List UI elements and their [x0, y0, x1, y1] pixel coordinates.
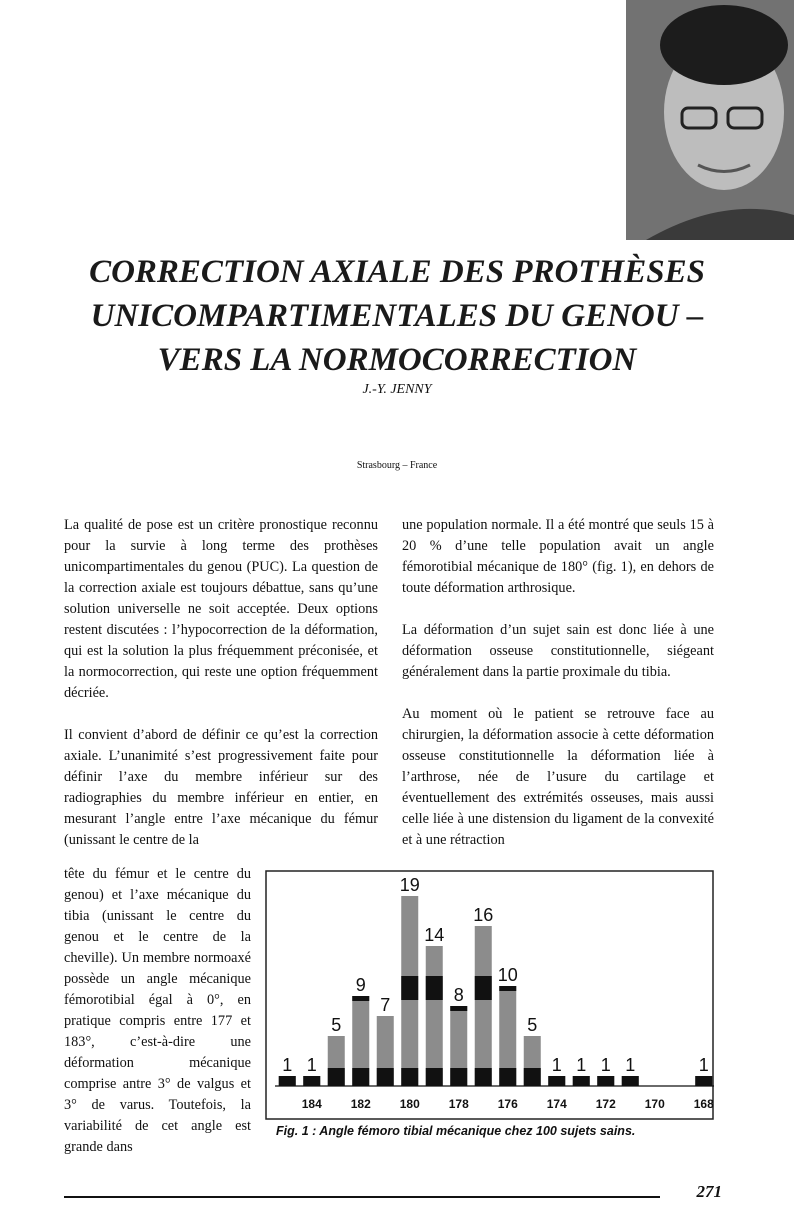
right-column — [402, 515, 714, 872]
x-tick-label: 180 — [399, 1097, 420, 1111]
bar-dark-band — [426, 976, 443, 1000]
bar-dark-band — [597, 1076, 614, 1086]
bar-value-label: 9 — [355, 975, 366, 995]
bar-value-label: 5 — [527, 1015, 538, 1035]
bar-dark-band — [499, 986, 516, 991]
bar-dark-band — [352, 996, 369, 1001]
bar-value-label: 1 — [698, 1055, 709, 1075]
bar-dark-band — [426, 1068, 443, 1086]
bar-value-label: 1 — [551, 1055, 562, 1075]
bar-dark-band — [524, 1068, 541, 1086]
paragraph: La qualité de pose est un critère pronostique reconnu pour la survie à long terme des prothèses unicompartimentales du genou (PUC). La question de la correction axiale est toujours débattue, sans qu’une solution universelle ne soit acceptée. Deux options restent discutées : l’hypocorrection de la déformation, qui est la solution la plus fréquemment préconisée, et la normocorrection, qui reste une option fréquemment décriée. — [64, 517, 378, 701]
bar-dark-band — [475, 1068, 492, 1086]
histogram-chart — [265, 870, 714, 1120]
bar-dark-band — [622, 1076, 639, 1086]
bar-dark-band — [573, 1076, 590, 1086]
x-tick-label: 170 — [644, 1097, 665, 1111]
paragraph: Il convient d’abord de définir ce qu’est la correction axiale. L’unanimité s’est progressivement faite pour définir l’axe du membre inférieur sur des radiographies du membre inférieur en entier, en mesurant l’angle entre l’axe mécanique du fémur (unissant le centre de la — [64, 727, 378, 848]
bar-value-label: 1 — [600, 1055, 611, 1075]
paragraph: La déformation d’un sujet sain est donc liée à une déformation osseuse constitutionnelle, siégeant généralement dans la partie proximale du tibia. — [402, 622, 714, 680]
bar-dark-band — [303, 1076, 320, 1086]
bar-dark-band — [450, 1006, 467, 1011]
x-tick-label: 174 — [546, 1097, 567, 1111]
x-tick-label: 168 — [693, 1097, 714, 1111]
bar-value-label: 14 — [424, 925, 445, 945]
x-tick-label: 176 — [497, 1097, 518, 1111]
bar-value-label: 1 — [625, 1055, 636, 1075]
bar-dark-band — [475, 976, 492, 1000]
bar-value-label: 7 — [380, 995, 391, 1015]
paragraph: tête du fémur et le centre du genou) et l’axe mécanique du tibia (unissant le centre du genou et le centre de la cheville). Un membre normoaxé possède un angle mécanique fémorotibial égal à 0°, en pratique compris entre 177 et 183°, c’est-à-dire une déformation mécanique comprise antre 3° de valgus et 3° de varus. Toutefois, la variabilité de cet angle est grande dans — [64, 866, 251, 1155]
bar-dark-band — [352, 1068, 369, 1086]
x-tick-label: 172 — [595, 1097, 616, 1111]
bar-dark-band — [377, 1068, 394, 1086]
bar-dark-band — [279, 1076, 296, 1086]
bar-dark-band — [328, 1068, 345, 1086]
left-column-narrow — [64, 864, 251, 1179]
author-name: J.-Y. JENNY — [362, 382, 432, 397]
article-title — [40, 250, 754, 382]
bar-value-label: 1 — [306, 1055, 317, 1075]
bar-dark-band — [401, 1068, 418, 1086]
bar-dark-band — [450, 1068, 467, 1086]
left-column — [64, 515, 378, 872]
bar-value-label: 19 — [399, 875, 420, 895]
histogram-bar — [426, 946, 443, 1086]
title-line: VERS LA NORMOCORRECTION — [157, 342, 637, 378]
title-line: UNICOMPARTIMENTALES DU GENOU – — [90, 298, 704, 334]
page-number: 271 — [696, 1182, 722, 1201]
bar-value-label: 1 — [282, 1055, 293, 1075]
figure-1 — [265, 870, 714, 1120]
figure-caption: Fig. 1 : Angle fémoro tibial mécanique chez 100 sujets sains. — [276, 1124, 636, 1138]
paragraph: Au moment où le patient se retrouve face au chirurgien, la déformation associe à cette déformation osseuse constitutionnelle la déformation liée à l’arthrose, née de l’usure du cartilage et éventuellement des extrémités osseuses, mais aussi celle liée à une distension du ligament de la convexité et à une rétraction — [402, 706, 714, 848]
bar-value-label: 8 — [453, 985, 464, 1005]
paragraph: une population normale. Il a été montré que seuls 15 à 20 % d’une telle population avait un angle fémorotibial mécanique de 180° (fig. 1), en dehors de toute déformation arthrosique. — [402, 517, 714, 596]
x-tick-label: 184 — [301, 1097, 322, 1111]
bar-value-label: 1 — [576, 1055, 587, 1075]
bar-value-label: 10 — [497, 965, 518, 985]
bar-dark-band — [499, 1068, 516, 1086]
bar-value-label: 16 — [473, 905, 494, 925]
title-line: CORRECTION AXIALE DES PROTHÈSES — [89, 254, 705, 290]
portrait-image — [626, 0, 794, 240]
footer-rule — [64, 1196, 660, 1198]
bar-dark-band — [695, 1076, 712, 1086]
affiliation: Strasbourg – France — [356, 460, 438, 471]
bar-dark-band — [548, 1076, 565, 1086]
x-tick-label: 182 — [350, 1097, 371, 1111]
author-portrait — [626, 0, 794, 240]
x-tick-label: 178 — [448, 1097, 469, 1111]
histogram-bar — [475, 926, 492, 1086]
bar-dark-band — [401, 976, 418, 1000]
bar-value-label: 5 — [331, 1015, 342, 1035]
